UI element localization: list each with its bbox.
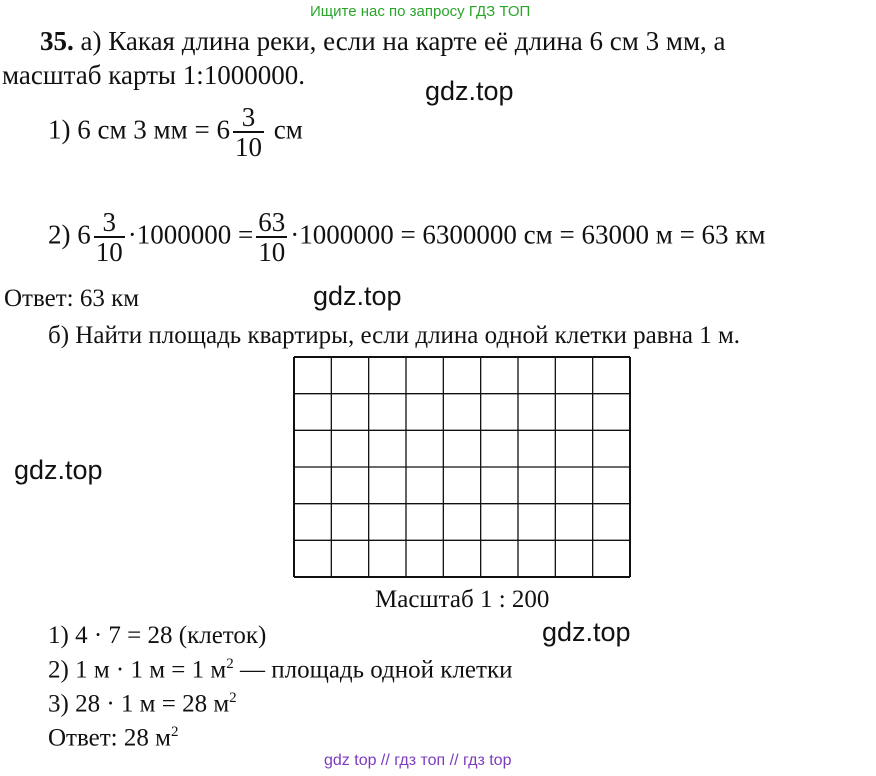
step1-den: 10 bbox=[234, 132, 262, 163]
step2b-pre: 2) 1 м · 1 м = 1 м bbox=[48, 656, 227, 684]
task-a-text: а) Какая длина реки, если на карте её длина 6 см 3 мм, а bbox=[80, 26, 726, 56]
task-a-line1 bbox=[40, 26, 726, 57]
step2-pre: 2) bbox=[48, 219, 71, 250]
step1-num: 3 bbox=[233, 103, 264, 133]
task-a-line2: масштаб карты 1:1000000. bbox=[2, 60, 306, 90]
step2b-post: — площадь одной клетки bbox=[233, 656, 513, 684]
task-b-step1: 1) 4 · 7 = 28 (клеток) bbox=[48, 622, 267, 649]
step1-pre: 1) 6 см 3 мм = bbox=[48, 114, 210, 145]
watermark-3: gdz.top bbox=[14, 455, 103, 485]
answer-b-sup: 2 bbox=[170, 724, 179, 740]
header-banner: Ищите нас по запросу ГДЗ ТОП bbox=[310, 3, 531, 20]
step2-fraction-2 bbox=[256, 208, 287, 267]
step2-den: 10 bbox=[95, 237, 123, 268]
step1-fraction bbox=[233, 103, 264, 162]
task-b-step3 bbox=[48, 690, 237, 718]
task-b-answer bbox=[48, 724, 178, 752]
footer-links: gdz top // гдз топ // гдз top bbox=[324, 752, 512, 769]
step1-whole: 6 bbox=[216, 114, 230, 145]
task-a-step1 bbox=[48, 103, 303, 162]
task-number: 35. bbox=[40, 26, 74, 56]
watermark-2: gdz.top bbox=[313, 281, 402, 311]
step1-post: см bbox=[273, 114, 303, 145]
step2-num: 3 bbox=[94, 208, 125, 238]
step2-fraction-1 bbox=[94, 208, 125, 267]
task-b-step2 bbox=[48, 656, 512, 684]
watermark-1: gdz.top bbox=[425, 76, 514, 106]
step3b-sup: 2 bbox=[229, 690, 237, 706]
step2-whole: 6 bbox=[77, 219, 91, 250]
watermark-4: gdz.top bbox=[542, 617, 631, 647]
task-a-answer: Ответ: 63 км bbox=[4, 285, 140, 312]
scale-label: Масштаб 1 : 200 bbox=[375, 586, 550, 613]
answer-b-pre: Ответ: 28 м bbox=[48, 724, 171, 752]
task-a-step2 bbox=[48, 208, 766, 267]
step2b-sup: 2 bbox=[226, 656, 234, 672]
step2-den2: 10 bbox=[258, 237, 286, 268]
step3b-pre: 3) 28 · 1 м = 28 м bbox=[48, 690, 230, 718]
task-b-line1: б) Найти площадь квартиры, если длина одной клетки равна 1 м. bbox=[48, 322, 741, 349]
step2-post: ·1000000 = 6300000 см = 63000 м = 63 км bbox=[290, 219, 766, 250]
step2-mid: ·1000000 = bbox=[127, 219, 254, 250]
apartment-grid bbox=[293, 356, 631, 578]
step2-num2: 63 bbox=[258, 207, 286, 237]
